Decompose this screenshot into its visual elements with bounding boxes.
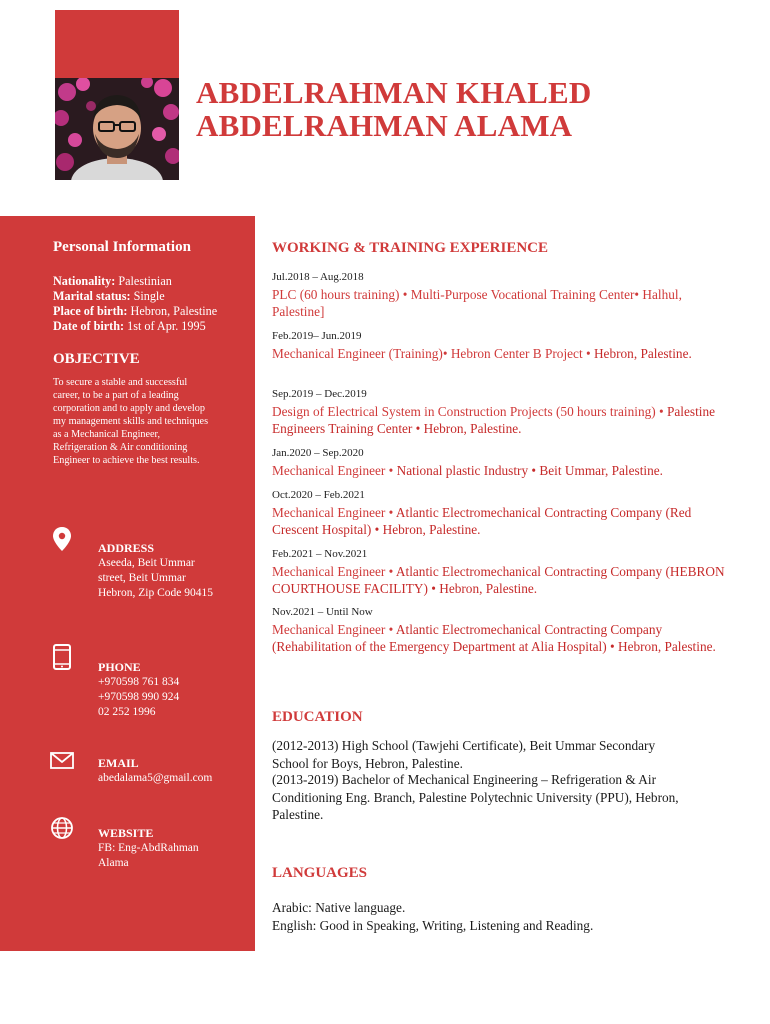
personal-info-marital xyxy=(53,289,217,304)
experience-heading: WORKING & TRAINING EXPERIENCE xyxy=(272,240,549,256)
personal-info-label: Marital status: xyxy=(53,289,131,303)
experience-title: Design of Electrical System in Construction Projects (50 hours training) • xyxy=(272,404,667,419)
experience-description xyxy=(272,621,737,655)
experience-description xyxy=(272,563,737,597)
experience-dates: Feb.2019– Jun.2019 xyxy=(272,330,362,342)
name-line-2: ABDELRAHMAN ALAMA xyxy=(196,108,573,143)
personal-info-value: Hebron, Palestine xyxy=(127,304,218,318)
experience-item xyxy=(272,489,737,538)
personal-info-nationality xyxy=(53,274,217,289)
experience-details: Atlantic Electromechanical Contracting Company (Red Crescent Hospital) • Hebron, Palestine. xyxy=(272,505,692,537)
website-line[interactable]: Alama xyxy=(98,857,129,869)
address-line: street, Beit Ummar xyxy=(98,572,186,584)
phone-block xyxy=(98,660,179,720)
experience-item xyxy=(272,447,737,479)
page-title xyxy=(196,76,591,142)
globe-icon xyxy=(50,815,74,841)
experience-dates: Jan.2020 – Sep.2020 xyxy=(272,447,364,459)
phone-icon xyxy=(50,644,74,670)
personal-info-list xyxy=(53,274,217,334)
address-line: Hebron, Zip Code 90415 xyxy=(98,587,213,599)
experience-dates: Oct.2020 – Feb.2021 xyxy=(272,489,365,501)
experience-item xyxy=(272,388,737,437)
personal-info-value: Palestinian xyxy=(115,274,172,288)
experience-item xyxy=(272,548,737,597)
personal-info-heading: Personal Information xyxy=(53,239,191,255)
name-line-1: ABDELRAHMAN KHALED xyxy=(196,75,592,110)
experience-description xyxy=(272,403,737,437)
experience-item xyxy=(272,330,737,362)
experience-description xyxy=(272,286,737,320)
experience-title: Mechanical Engineer • xyxy=(272,463,397,478)
experience-title: Mechanical Engineer (Training)• Hebron Center B Project • xyxy=(272,346,594,361)
address-line: Aseeda, Beit Ummar xyxy=(98,557,195,569)
objective-heading: OBJECTIVE xyxy=(53,351,140,367)
phone-number[interactable]: +970598 761 834 xyxy=(98,676,180,688)
email-block xyxy=(98,756,212,786)
experience-description xyxy=(272,504,737,538)
language-entry: Arabic: Native language. xyxy=(272,900,406,915)
photo-frame xyxy=(55,10,179,180)
personal-info-birthplace xyxy=(53,304,217,319)
phone-number[interactable]: +970598 990 924 xyxy=(98,691,180,703)
website-label: WEBSITE xyxy=(98,826,154,840)
objective-text: To secure a stable and successful career, to be a part of a leading corporation and to apply and develop my management skills and techniques as a Mechanical Engineer, Refrigeration & Air conditioning Engineer to achieve the best results. xyxy=(53,377,209,466)
experience-dates: Jul.2018 – Aug.2018 xyxy=(272,271,364,283)
experience-description xyxy=(272,345,737,362)
experience-dates: Nov.2021 – Until Now xyxy=(272,606,373,618)
personal-info-label: Place of birth: xyxy=(53,304,128,318)
personal-info-label: Nationality: xyxy=(53,274,116,288)
education-heading: EDUCATION xyxy=(272,709,363,725)
email-label: EMAIL xyxy=(98,756,139,770)
experience-title: Mechanical Engineer • xyxy=(272,564,396,579)
envelope-icon xyxy=(50,748,74,774)
personal-info-label: Date of birth: xyxy=(53,319,125,333)
personal-info-value: 1st of Apr. 1995 xyxy=(124,319,206,333)
experience-details: Hebron, Palestine. xyxy=(593,346,692,361)
language-entry: English: Good in Speaking, Writing, Listening and Reading. xyxy=(272,918,594,933)
personal-info-birthdate xyxy=(53,319,217,334)
experience-details: Palestine Engineers Training Center • Hebron, Palestine. xyxy=(272,404,716,436)
website-line[interactable]: FB: Eng-AbdRahman xyxy=(98,842,199,854)
location-pin-icon xyxy=(50,526,74,552)
phone-label: PHONE xyxy=(98,660,141,674)
sidebar xyxy=(0,216,255,951)
experience-dates: Feb.2021 – Nov.2021 xyxy=(272,548,368,560)
profile-photo xyxy=(55,78,179,180)
email-link[interactable]: abedalama5@gmail.com xyxy=(98,772,213,784)
personal-info-value: Single xyxy=(130,289,165,303)
phone-number[interactable]: 02 252 1996 xyxy=(98,706,156,718)
experience-description xyxy=(272,462,737,479)
experience-title: Mechanical Engineer • xyxy=(272,505,396,520)
experience-details: Atlantic Electromechanical Contracting Company (HEBRON COURTHOUSE FACILITY) • Hebron, Palestine. xyxy=(272,564,725,596)
experience-details: Atlantic Electromechanical Contracting Company (Rehabilitation of the Emergency Department at Alia Hospital) • Hebron, Palestine. xyxy=(272,622,716,654)
experience-details: National plastic Industry • Beit Ummar, Palestine. xyxy=(396,463,663,478)
experience-item xyxy=(272,606,737,655)
education-entry: (2012-2013) High School (Tawjehi Certificate), Beit Ummar Secondary School for Boys, Hebron, Palestine. xyxy=(272,738,656,771)
experience-title: Mechanical Engineer • xyxy=(272,622,396,637)
experience-item xyxy=(272,271,737,320)
experience-title: PLC (60 hours training) • Multi-Purpose Vocational Training Center• Halhul, Palestine] xyxy=(272,287,682,319)
website-block xyxy=(98,826,199,871)
languages-heading: LANGUAGES xyxy=(272,865,368,881)
address-block xyxy=(98,541,213,601)
experience-dates: Sep.2019 – Dec.2019 xyxy=(272,388,367,400)
education-entry: (2013-2019) Bachelor of Mechanical Engineering – Refrigeration & Air Conditioning Eng. Branch, Palestine Polytechnic University (PPU), Hebron, Palestine. xyxy=(272,772,679,822)
address-label: ADDRESS xyxy=(98,541,155,555)
